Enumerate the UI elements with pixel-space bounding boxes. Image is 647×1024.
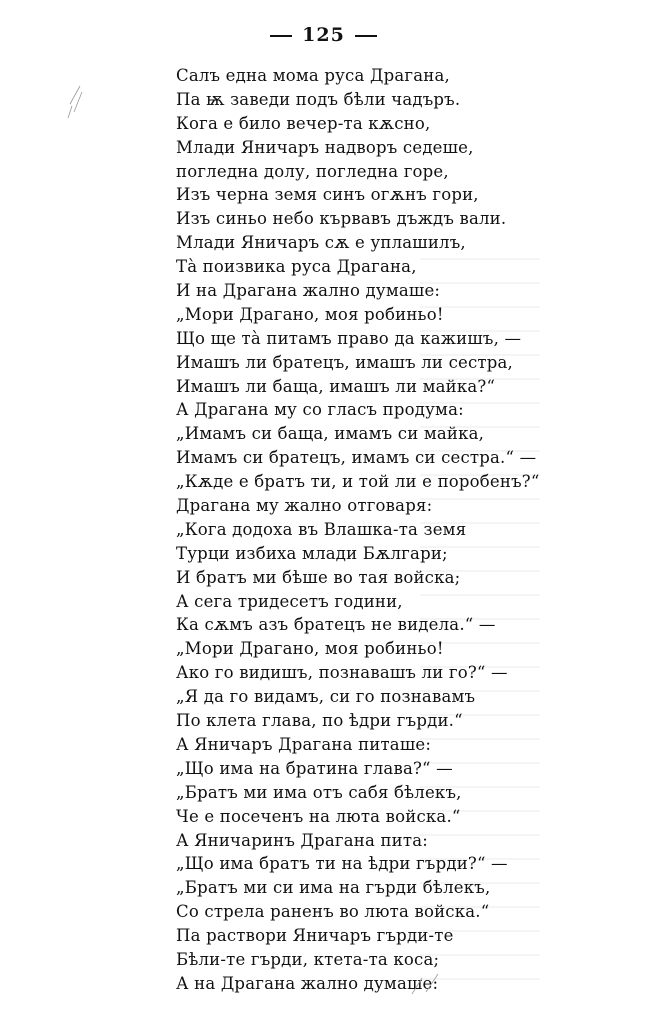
poem-line: Салъ една мома руса Драгана,	[176, 66, 450, 85]
poem-line: По клета глава, по ѣдри гърди.“	[176, 711, 463, 731]
poem-line: „Я да го видамъ, си го познавамъ	[176, 687, 476, 707]
pencil-mark-top	[60, 82, 90, 122]
poem-line: „Що има братъ ти на ѣдри гърди?“ —	[176, 854, 508, 874]
poem-line: И на Драгана жално думаше:	[176, 281, 441, 301]
poem-line: Млади Яничаръ сѫ е уплашилъ,	[176, 233, 466, 253]
poem-line: Кога е било вечер-та кѫсно,	[176, 113, 431, 133]
poem-line: Ка сѫмъ азъ братецъ не видела.“ —	[176, 615, 496, 635]
poem-line: А Яничаръ Драгана питаше:	[176, 734, 432, 754]
poem-line: „Кѫде е братъ ти, и той ли е поробенъ?“	[176, 472, 540, 492]
page-header	[0, 24, 647, 46]
poem-line: „Мори Драгано, моя робиньо!	[176, 639, 444, 659]
poem-line: Драгана му жално отговаря:	[176, 496, 433, 516]
poem-line: Со стрела раненъ во люта войска.“	[176, 902, 490, 922]
poem-line: „Мори Драгано, моя робиньо!	[176, 304, 444, 324]
poem-line: „Братъ ми си има на гърди бѣлекъ,	[176, 878, 491, 898]
poem-line: Па раствори Яничаръ гърди-те	[176, 926, 454, 946]
poem-line: И братъ ми бѣше во тая войска;	[176, 567, 461, 587]
poem-line: Изъ синьо небо кървавъ дъждъ вали.	[176, 209, 507, 229]
poem-line: „Кога додоха въ Влашка-та земя	[176, 519, 467, 539]
poem-line: Имамъ си братецъ, имамъ си сестра.“ —	[176, 448, 537, 468]
poem-line: Имашъ ли братецъ, имашъ ли сестра,	[176, 352, 513, 372]
poem-line: Турци избиха млади Бѫлгари;	[176, 543, 448, 563]
poem-line: „Що има на братина глава?“ —	[176, 758, 453, 778]
poem-line: Имашъ ли баща, имашъ ли майка?“	[176, 376, 496, 396]
poem-line: „Имамъ си баща, имамъ си майка,	[176, 424, 485, 444]
page-number: 125	[302, 24, 345, 46]
poem-line: Бѣли-те гърди, ктета-та коса;	[176, 949, 440, 969]
poem-text	[176, 64, 540, 996]
poem-line: погледна долу, погледна горе,	[176, 161, 449, 181]
poem-line: А Драгана му со гласъ продума:	[176, 400, 464, 420]
header-dash-right	[355, 35, 377, 37]
poem-line: Тà поизвика руса Драгана,	[176, 257, 417, 277]
poem-line: „Братъ ми има отъ сабя бѣлекъ,	[176, 782, 462, 802]
poem-line: Па ѭ заведи подъ бѣли чадъръ.	[176, 89, 461, 109]
poem-line: А Яничаринъ Драгана пита:	[176, 830, 429, 850]
poem-line: Млади Яничаръ надворъ седеше,	[176, 137, 474, 157]
header-dash-left	[270, 35, 292, 37]
poem-line: Изъ черна земя синъ огѫнъ гори,	[176, 185, 479, 205]
poem-line: Що ще тà питамъ право да кажишъ, —	[176, 328, 522, 348]
poem-line: Ако го видишъ, познавашъ ли го?“ —	[176, 663, 508, 683]
poem-line: А на Драгана жално думаше:	[176, 973, 439, 993]
poem-line: А сега тридесетъ години,	[176, 591, 403, 611]
pencil-mark-bottom	[408, 968, 448, 998]
poem-line: Че е посеченъ на люта войска.“	[176, 806, 461, 826]
